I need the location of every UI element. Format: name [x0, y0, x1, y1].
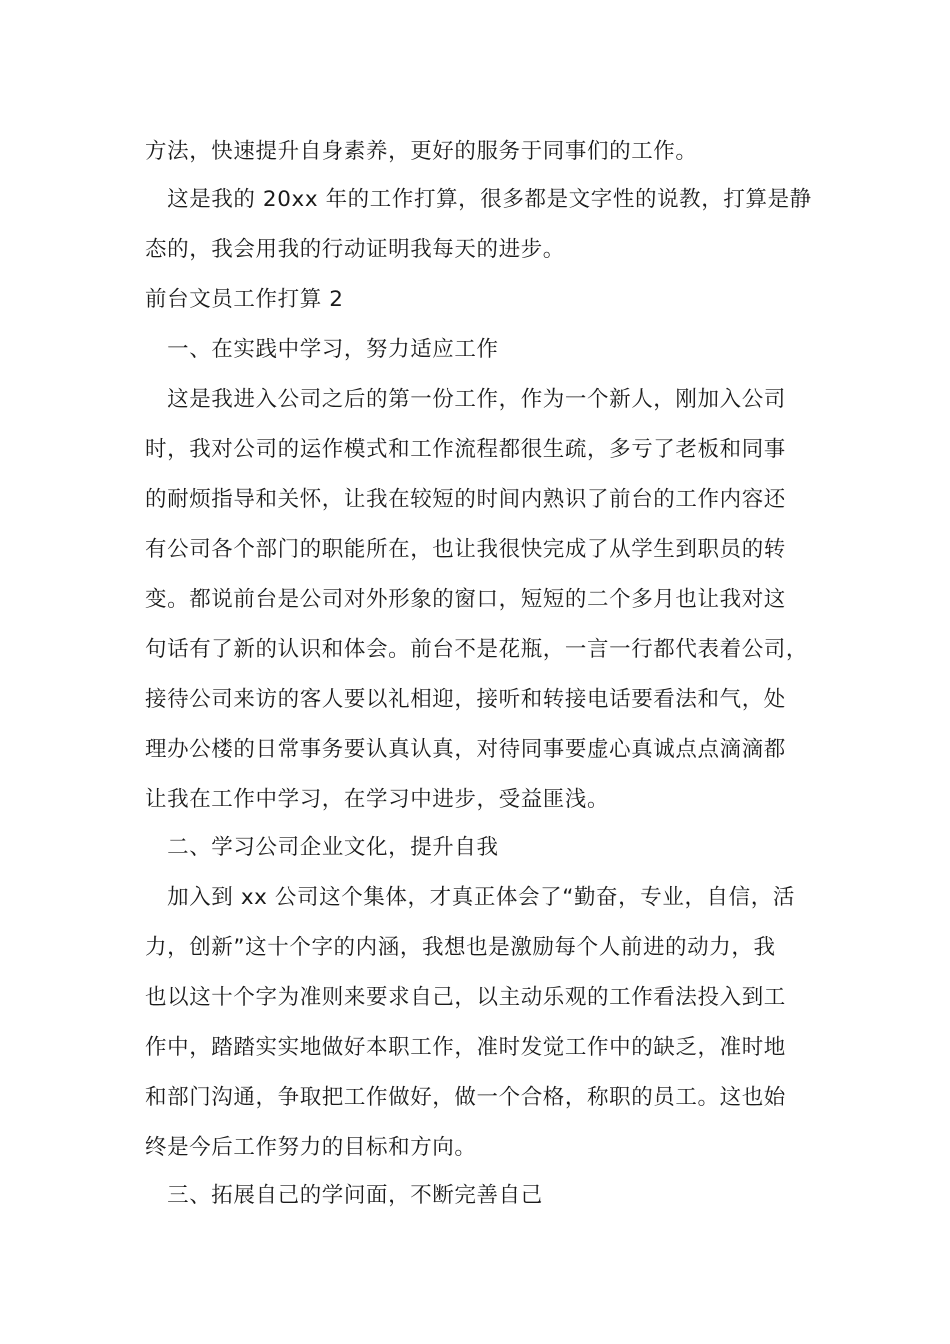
text-line: 有公司各个部门的职能所在，也让我很快完成了从学生到职员的转 — [145, 537, 786, 562]
text-line: 的耐烦指导和关怀，让我在较短的时间内熟识了前台的工作内容还 — [145, 487, 786, 512]
text-line: 这是我进入公司之后的第一份工作，作为一个新人，刚加入公司 — [145, 387, 786, 412]
text-line: 作中，踏踏实实地做好本职工作，准时发觉工作中的缺乏，准时地 — [145, 1035, 786, 1060]
text-line: 也以这十个字为准则来要求自己，以主动乐观的工作看法投入到工 — [145, 985, 786, 1010]
subsection-heading: 三、拓展自己的学问面，不断完善自己 — [145, 1183, 543, 1208]
text-line: 时，我对公司的运作模式和工作流程都很生疏，多亏了老板和同事 — [145, 437, 786, 462]
text-line: 方法，快速提升自身素养，更好的服务于同事们的工作。 — [145, 139, 698, 164]
text-line: 和部门沟通，争取把工作做好，做一个合格，称职的员工。这也始 — [145, 1085, 786, 1110]
text-line: 加入到 xx 公司这个集体，才真正体会了“勤奋，专业，自信，活 — [145, 885, 795, 910]
text-line: 终是今后工作努力的目标和方向。 — [145, 1135, 477, 1160]
text-line: 句话有了新的认识和体会。前台不是花瓶，一言一行都代表着公司， — [145, 637, 809, 662]
subsection-heading: 一、在实践中学习，努力适应工作 — [145, 337, 499, 362]
text-line: 让我在工作中学习，在学习中进步，受益匪浅。 — [145, 787, 610, 812]
subsection-heading: 二、学习公司企业文化，提升自我 — [145, 835, 499, 860]
text-line: 理办公楼的日常事务要认真认真，对待同事要虚心真诚点点滴滴都 — [145, 737, 786, 762]
text-line: 接待公司来访的客人要以礼相迎，接听和转接电话要看法和气，处 — [145, 687, 786, 712]
text-line: 态的，我会用我的行动证明我每天的进步。 — [145, 237, 565, 262]
section-heading: 前台文员工作打算 2 — [145, 287, 344, 312]
text-line: 这是我的 20xx 年的工作打算，很多都是文字性的说教，打算是静 — [145, 187, 812, 212]
text-line: 变。都说前台是公司对外形象的窗口，短短的二个多月也让我对这 — [145, 587, 786, 612]
text-line: 力，创新”这十个字的内涵，我想也是激励每个人前进的动力，我 — [145, 935, 776, 960]
